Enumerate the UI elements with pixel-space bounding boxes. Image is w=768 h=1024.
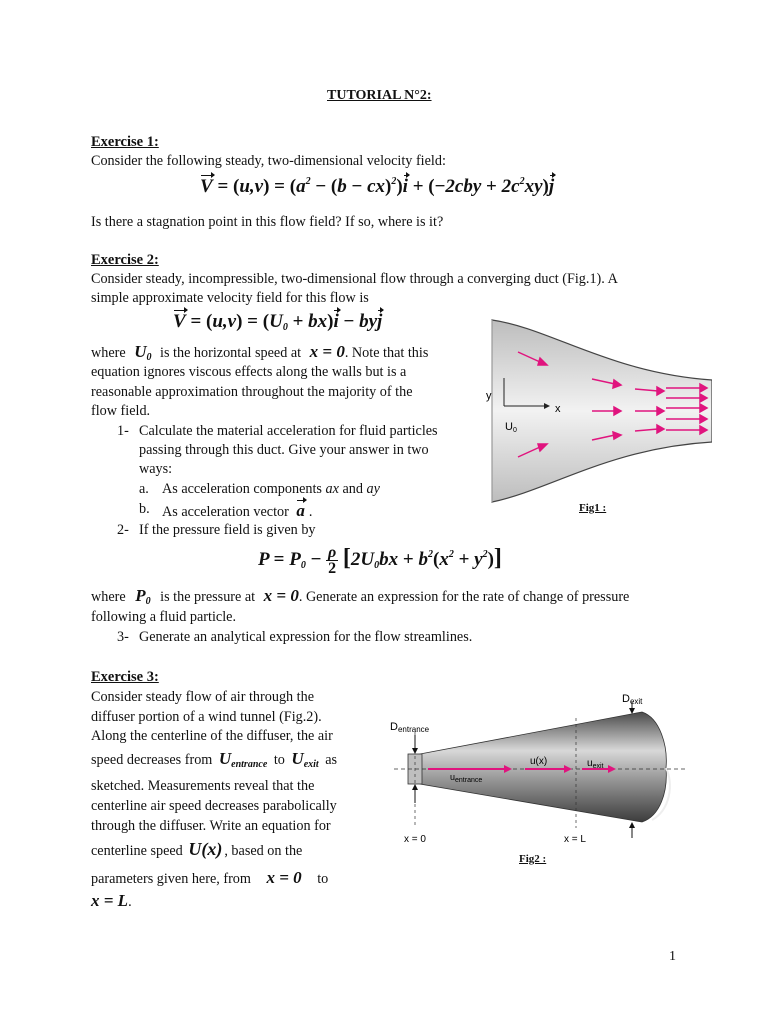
fig1-x-label: x [555, 403, 561, 415]
item-1a-label: As acceleration components [162, 481, 322, 497]
item-1b-number: b. [139, 501, 150, 517]
text-period: . [128, 894, 132, 911]
text-speed-decreases: speed decreases from [91, 751, 213, 768]
text-based-on: , based on the [224, 843, 303, 860]
page-title: TUTORIAL N°2: [327, 88, 432, 103]
velocity-field-equation-2: $V = (u,v) = (U_0 + bx)i$ − byj [173, 311, 383, 333]
figure-2-caption: Fig2 : [519, 853, 547, 865]
item-3-number: 3- [117, 629, 129, 645]
velocity-field-equation-1: $V = (u,v) = (a^2 - (b - cx)^2)i + (-2cby + 2c^2xy)j$ [200, 176, 555, 197]
exercise-3-line6: centerline air speed decreases parabolically [91, 797, 337, 814]
text-p-where: where [91, 589, 126, 605]
item-1-line2: passing through this duct. Give your answer in two [139, 442, 429, 458]
text-parameters: parameters given here, from [91, 870, 251, 887]
exercise-3-line10: x = L. [91, 891, 132, 911]
fig2-x0-label: x = 0 [404, 834, 426, 845]
figure-2-diffuser [380, 688, 690, 860]
exercise-2-heading: Exercise 2: [91, 252, 159, 268]
exercise-3-line8: centerline speed U(x) , based on the [91, 839, 303, 860]
fig2-u-entrance-label: $u_{entrance}$ [450, 772, 483, 784]
exercise-3-line1: Consider steady flow of air through the [91, 689, 315, 705]
item-1a-number: a. [139, 481, 149, 497]
figure-1-caption: Fig1 : [579, 502, 607, 514]
fig2-d-exit-label: Dexit [622, 693, 643, 706]
exercise-3-line5: sketched. Measurements reveal that the [91, 778, 315, 795]
item-1a-and: and [342, 481, 363, 497]
fig2-d-entrance-label: Dentrance [390, 721, 430, 734]
figure-1-converging-duct [480, 318, 712, 506]
exercise-3-line9: parameters given here, from x = 0 to [91, 867, 329, 887]
text-to: to [273, 751, 285, 768]
pressure-line2: following a fluid particle. [91, 609, 236, 625]
fig1-y-label: y [486, 390, 492, 402]
exercise-2-where-line: where $U_0$ is the horizontal speed at x = 0. Note that this [91, 342, 429, 363]
exercise-3-heading: Exercise 3: [91, 669, 159, 685]
fig2-ux-label: u(x) [530, 756, 548, 767]
exercise-2-intro-line2: simple approximate velocity field for this flow is [91, 290, 369, 306]
exercise-1-intro: Consider the following steady, two-dimensional velocity field: [91, 153, 446, 169]
exercise-2-body-line2: equation ignores viscous effects along the walls but is a [91, 364, 407, 380]
exercise-1-question: Is there a stagnation point in this flow field? If so, where is it? [91, 214, 444, 230]
text-centerline-speed: centerline speed [91, 843, 183, 860]
item-3-text: Generate an analytical expression for the flow streamlines. [139, 629, 473, 645]
exercise-3-line2: diffuser portion of a wind tunnel (Fig.2). [91, 708, 322, 725]
text-where: where [91, 345, 126, 361]
item-1-line1: Calculate the material acceleration for fluid particles [139, 423, 438, 439]
fig1-u0-label: U0 [505, 421, 517, 434]
item-1-line3: ways: [139, 461, 173, 477]
exercise-3-body [91, 688, 364, 913]
exercise-2-intro-line1: Consider steady, incompressible, two-dimensional flow through a converging duct (Fig.1). A [91, 271, 618, 287]
exercise-2-body-line3: reasonable approximation throughout the majority of the [91, 384, 413, 400]
exercise-3-line3: Along the centerline of the diffuser, the air [91, 728, 333, 745]
pressure-where-line: where $P_0$ is the pressure at x = 0. Generate an expression for the rate of change of pressure [91, 586, 630, 607]
item-1b-text: As acceleration vector a . [162, 501, 313, 520]
text-p-pressure: is the pressure at [160, 589, 256, 605]
text-p-generate: . Generate an expression for the rate of change of pressure [298, 589, 630, 605]
text-as: as [325, 751, 338, 768]
pressure-field-equation: $P = P_0 - \rho$ 2 $[2U_0bx + b^2(x^2 + y^2)]$ [258, 544, 502, 578]
item-1a-ax: ax [325, 481, 339, 497]
item-2-text: If the pressure field is given by [139, 522, 316, 538]
exercise-3-line7: through the diffuser. Write an equation for [91, 817, 331, 834]
item-1b-label: As acceleration vector [162, 504, 289, 520]
item-2-number: 2- [117, 522, 129, 538]
page-number: 1 [669, 949, 676, 964]
text-horizontal-speed: is the horizontal speed at [160, 345, 302, 361]
fig2-xL-label: x = L [564, 834, 586, 845]
item-1a-text [162, 481, 380, 498]
fig2-u-exit-label: $u_{exit}$ [587, 758, 604, 770]
exercise-2-body-line4: flow field. [91, 403, 151, 419]
text-note: . Note that this [344, 345, 429, 361]
exercise-1-heading: Exercise 1: [91, 134, 159, 150]
item-1b-end: . [308, 504, 313, 520]
item-1-number: 1- [117, 423, 129, 439]
item-1a-ay: ay [366, 481, 380, 497]
exercise-3-line4: speed decreases from $U_{entrance}$ to $U_{exit}$ as [91, 748, 338, 770]
text-to-2: to [317, 870, 329, 887]
